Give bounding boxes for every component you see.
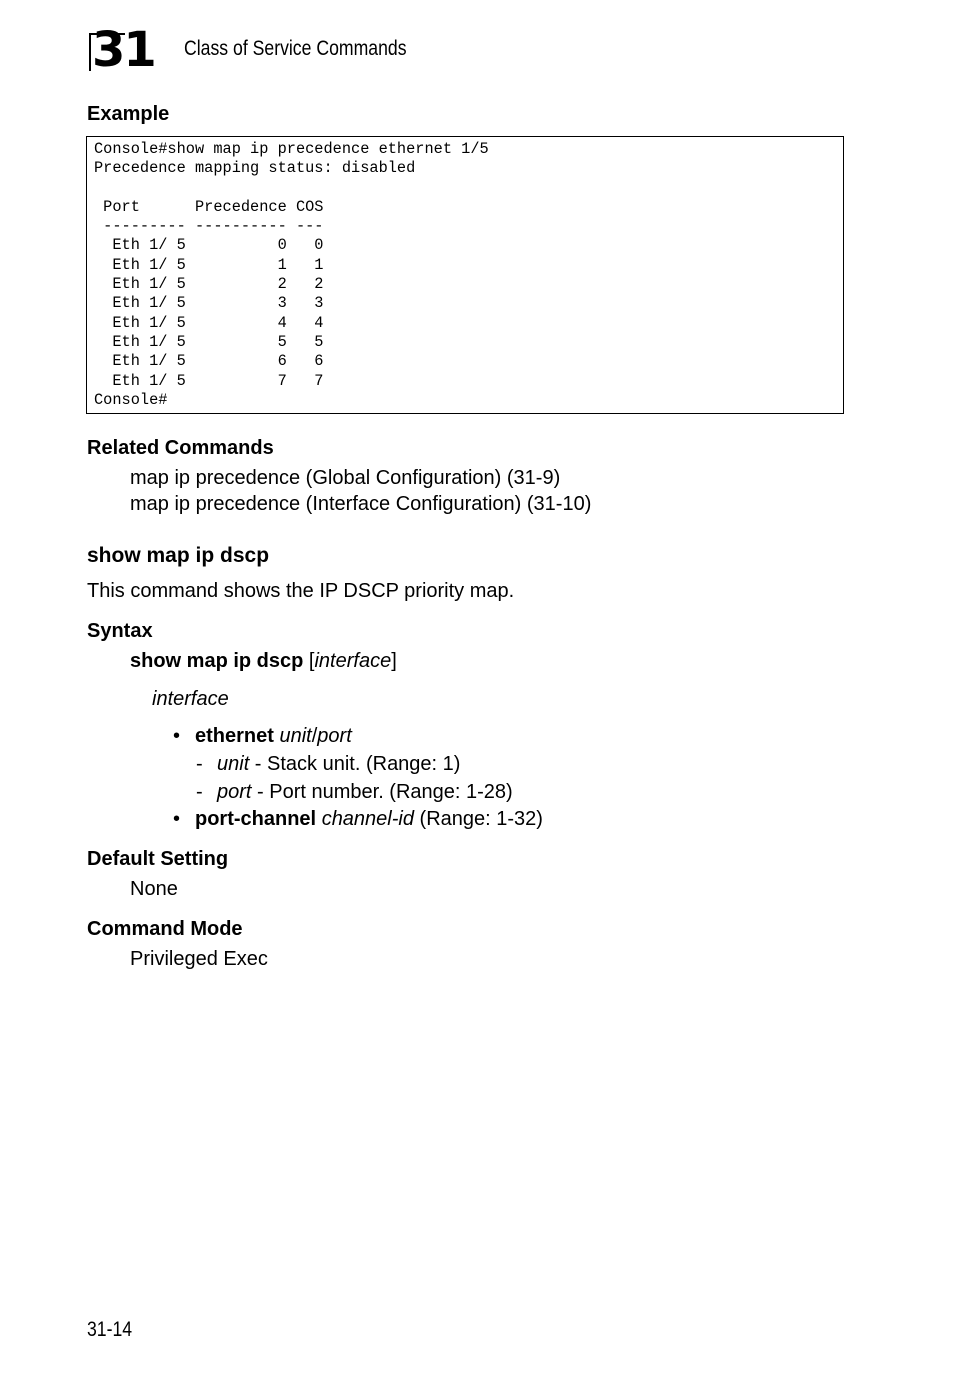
syntax-param: interface (314, 650, 392, 672)
code-line: Eth 1/ 5 4 4 (94, 313, 324, 332)
code-line: Console#show map ip precedence ethernet 1/5 (94, 140, 489, 158)
default-setting-value: None (130, 878, 178, 900)
command-mode-heading: Command Mode (87, 918, 243, 940)
sub-item-unit (217, 752, 460, 776)
code-example (94, 140, 489, 410)
bullet-ethernet (195, 724, 352, 748)
section-title: show map ip dscp (87, 544, 270, 567)
related-command-link[interactable]: map ip precedence (Global Configuration) (31-9) (130, 467, 561, 489)
term-port: port (217, 781, 252, 803)
desc-unit: - Stack unit. (Range: 1) (249, 753, 461, 775)
page-number: 31-14 (87, 1318, 133, 1341)
code-line: Eth 1/ 5 1 1 (94, 255, 324, 274)
dash-icon: - (196, 781, 203, 803)
code-line: Eth 1/ 5 3 3 (94, 294, 324, 313)
code-line: Console# (94, 390, 168, 409)
related-command-link[interactable]: map ip precedence (Interface Configuration) (31-10) (130, 493, 592, 515)
term-unit: unit (217, 753, 250, 775)
code-line: Eth 1/ 5 0 0 (94, 236, 324, 255)
code-line: Port Precedence COS (94, 197, 324, 216)
bullet-icon: • (173, 808, 181, 830)
keyword-ethernet: ethernet (195, 725, 274, 747)
syntax-line (130, 649, 397, 673)
code-line: Eth 1/ 5 5 5 (94, 332, 324, 351)
section-description: This command shows the IP DSCP priority map. (87, 580, 515, 602)
bullet-icon: • (173, 725, 181, 747)
dash-icon: - (196, 753, 203, 775)
keyword-port-channel: port-channel (195, 808, 317, 830)
default-setting-heading: Default Setting (87, 848, 229, 870)
sub-item-port (217, 780, 513, 804)
param-label: interface (152, 688, 229, 710)
syntax-heading: Syntax (87, 620, 153, 642)
syntax-bracket-close: ] (391, 650, 397, 672)
syntax-command: show map ip dscp (130, 650, 304, 672)
desc-port: - Port number. (Range: 1-28) (251, 781, 513, 803)
chapter-number: 31 (92, 22, 155, 78)
param-channel-id: channel-id (321, 808, 414, 830)
example-heading: Example (87, 103, 170, 125)
code-line: Eth 1/ 5 6 6 (94, 352, 324, 371)
syntax-bracket-open: [ (303, 650, 315, 672)
code-line: Eth 1/ 5 2 2 (94, 275, 324, 294)
command-mode-value: Privileged Exec (130, 948, 268, 970)
param-port: port (317, 725, 352, 747)
desc-channel-id: (Range: 1-32) (413, 808, 543, 830)
code-line: --------- ---------- --- (94, 217, 324, 236)
code-line: Precedence mapping status: disabled (94, 159, 416, 178)
param-unit: unit (279, 725, 312, 747)
code-line: Eth 1/ 5 7 7 (94, 371, 324, 390)
bullet-port-channel (195, 807, 543, 831)
param-separator: / (311, 725, 318, 747)
chapter-title: Class of Service Commands (184, 37, 407, 60)
related-commands-heading: Related Commands (87, 437, 274, 459)
